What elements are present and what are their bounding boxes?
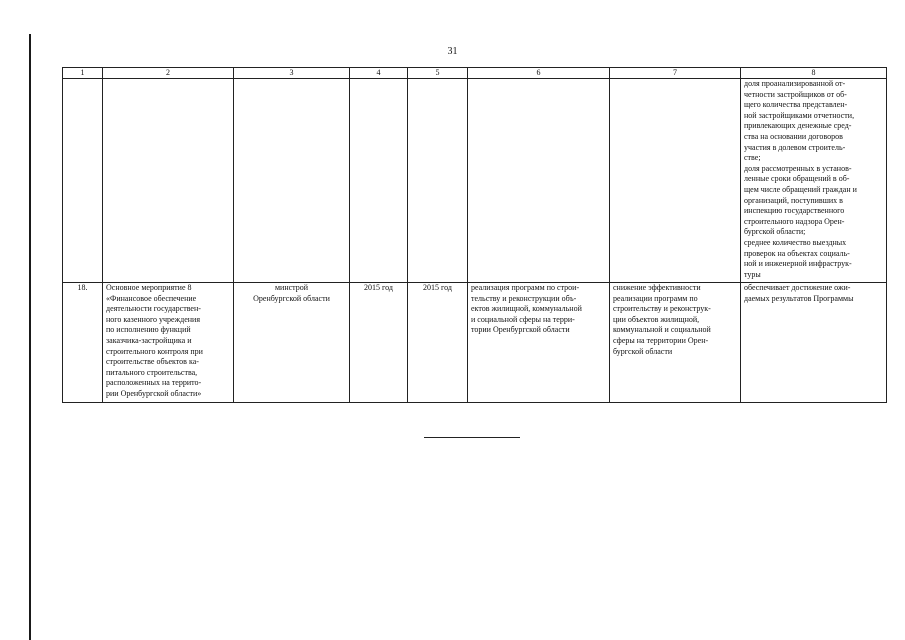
executor: минстрой Оренбургской области (253, 283, 330, 303)
indicators-text: доля проанализированной от- четности застройщиков от об- щего количества представлен- ной застройщиками отчетности, привлекающих денежные сред- ства на основании договоров участия в долевом строитель- стве; доля рассмотренных в установ- ленные сроки обращений в об- щем числе обращений граждан и организаций, поступивших в инспекцию государственного строительного надзора Орен- бургской области; среднее количество выездных проверок на объектах социаль- ной и инженерной инфраструк- туры (744, 79, 857, 279)
table-cell-empty (234, 79, 350, 283)
table-cell-empty (103, 79, 234, 283)
indicators-cell (741, 79, 887, 283)
measure-name-cell (103, 283, 234, 403)
start-year: 2015 год (364, 283, 393, 292)
table-cell-empty (408, 79, 468, 283)
column-number-row (63, 68, 887, 79)
consequences: снижение эффективности реализации программ по строительству и реконструк- ции объектов жилищной, коммунальной и социальной сферы на территории Орен- бургской области (613, 283, 711, 356)
program-measures-table (62, 67, 887, 403)
column-number: 6 (468, 68, 610, 79)
column-number: 7 (610, 68, 741, 79)
page-number: 31 (447, 46, 458, 57)
expected-result-cell (468, 283, 610, 403)
executor-cell (234, 283, 350, 403)
column-number: 1 (63, 68, 103, 79)
table-row-18 (63, 283, 887, 403)
table-cell-empty (63, 79, 103, 283)
expected-result: реализация программ по строи- тельству и реконструкции объ- ектов жилищной, коммунальной и социальной сферы на терри- тории Оренбургской области (471, 283, 582, 335)
consequences-cell (610, 283, 741, 403)
column-number: 3 (234, 68, 350, 79)
column-number: 5 (408, 68, 468, 79)
column-number: 2 (103, 68, 234, 79)
column-number: 4 (350, 68, 408, 79)
end-separator-line (424, 437, 520, 438)
table-row-continuation (63, 79, 887, 283)
indicator-link: обеспечивает достижение ожи- даемых результатов Программы (744, 283, 854, 303)
column-number: 8 (741, 68, 887, 79)
indicator-link-cell (741, 283, 887, 403)
end-year-cell (408, 283, 468, 403)
start-year-cell (350, 283, 408, 403)
table-cell-empty (610, 79, 741, 283)
table-cell-empty (468, 79, 610, 283)
row-number-cell (63, 283, 103, 403)
row-number: 18. (77, 283, 88, 292)
end-year: 2015 год (423, 283, 452, 292)
scan-edge-line (29, 34, 31, 640)
measure-name: Основное мероприятие 8 «Финансовое обеспечение деятельности государствен- ного казенного учреждения по исполнению функций заказчика-застройщика и строительного контроля при строительстве объектов ка- питального строительства, расположенных на террито- рии Оренбургской области» (106, 283, 203, 398)
table-cell-empty (350, 79, 408, 283)
